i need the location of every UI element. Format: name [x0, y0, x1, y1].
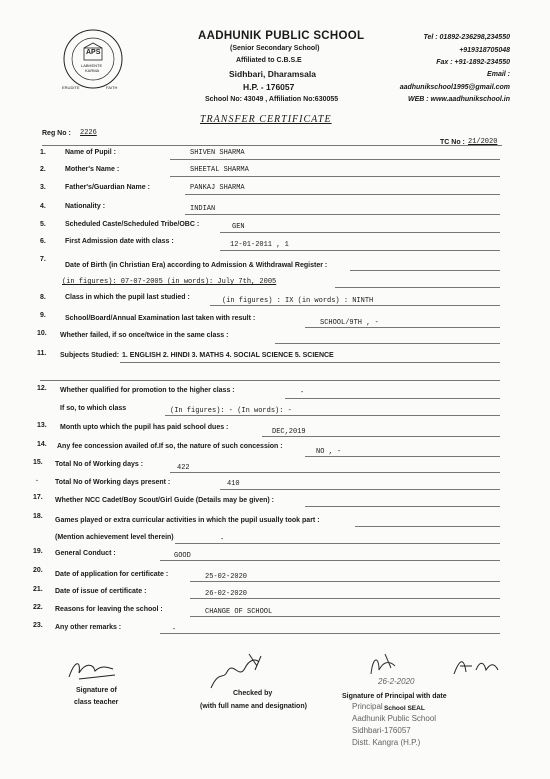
field-label: First Admission date with class : [65, 238, 174, 245]
field-number: 7. [40, 256, 46, 263]
field-number: 18. [33, 513, 43, 520]
field-label: Date of Birth (in Christian Era) according to Admission & Withdrawal Register : [65, 262, 328, 269]
field-number: 13. [37, 422, 47, 429]
field-number: 1. [40, 149, 46, 156]
contact-fax: Fax : +91-1892-234550 [436, 59, 510, 66]
school-state: H.P. - 176057 [243, 82, 295, 92]
field-label: Month upto which the pupil has paid school dues : [60, 424, 229, 431]
stamp-line: Principal [352, 702, 383, 711]
stamp-line: Distt. Kangra (H.P.) [352, 738, 421, 747]
field-label: Any fee concession availed of.If so, the nature of such concession : [57, 443, 283, 450]
logo-word: LABHENTE [81, 63, 103, 68]
tc-number: 21/2020 [468, 138, 498, 146]
seal-label: School SEAL [384, 705, 425, 712]
nationality: INDIAN [190, 205, 216, 213]
contact-email-label: Email : [487, 71, 510, 78]
field-label: Mother's Name : [65, 166, 120, 173]
school-number: School No: 43049 , Affiliation No:630055 [205, 96, 339, 103]
field-label: Scheduled Caste/Scheduled Tribe/OBC : [65, 221, 200, 228]
logo-text: APS [86, 49, 101, 56]
issue-date: 26-02-2020 [205, 590, 248, 598]
field-number: 2. [40, 166, 46, 173]
sign-date: 26-2-2020 [378, 677, 415, 686]
fee-concession: NO , - [316, 448, 342, 456]
field-number: 15. [33, 459, 43, 466]
contact-tel: Tel : 01892-236298,234550 [423, 34, 510, 41]
field-number: 9. [40, 312, 46, 319]
contact-mobile: +919318705048 [459, 47, 510, 54]
principal-initial-signature [450, 650, 510, 685]
field-label: Total No of Working days present : [55, 479, 171, 486]
field-label: Whether qualified for promotion to the higher class : [60, 387, 235, 394]
mention-label: (Mention achievement level therein) [55, 534, 174, 541]
last-exam: SCHOOL/9TH , - [320, 319, 379, 327]
checked-by-note: (with full name and designation) [200, 703, 307, 710]
logo-word: KARMA [85, 68, 100, 73]
field-label: Whether failed, if so once/twice in the same class : [60, 332, 229, 339]
contact-web: WEB : www.aadhunikschool.in [407, 96, 510, 103]
subjects: 1. ENGLISH 2. HINDI 3. MATHS 4. SOCIAL SCIENCE 5. SCIENCE [122, 352, 334, 359]
field-number: 19. [33, 548, 43, 555]
document-title: TRANSFER CERTIFICATE [200, 114, 332, 125]
days-present: 410 [227, 480, 240, 488]
field-number: 14. [37, 441, 47, 448]
field-number: 22. [33, 604, 43, 611]
reg-number: 2226 [80, 129, 97, 137]
checked-by-label: Checked by [233, 690, 273, 697]
field-number: 17. [33, 494, 43, 501]
field-label: Class in which the pupil last studied : [65, 294, 190, 301]
field-label: Date of issue of certificate : [55, 588, 147, 595]
dues-month: DEC,2019 [272, 428, 306, 436]
field-label: Name of Pupil : [65, 149, 116, 156]
field-label: School/Board/Annual Examination last taken with result : [65, 315, 256, 322]
pupil-name: SHIVEN SHARMA [190, 149, 245, 157]
stamp-line: Sidhbari-176057 [352, 726, 411, 735]
field-label: Total No of Working days : [55, 461, 144, 468]
last-class: (in figures) : IX (in words) : NINTH [222, 297, 374, 305]
school-place: Sidhbari, Dharamsala [229, 69, 316, 79]
category: GEN [232, 223, 245, 231]
field-number: 10. [37, 330, 47, 337]
dob-line: (in figures): 07-07-2005 (in words): July 7th, 2005 [62, 278, 277, 286]
field-number: 4. [40, 203, 46, 210]
field-label: Father's/Guardian Name : [65, 184, 150, 191]
to-which-class-label: If so, to which class [60, 405, 127, 412]
field-label: General Conduct : [55, 550, 116, 557]
field-number: 5. [40, 221, 46, 228]
field-label: Any other remarks : [55, 624, 122, 631]
promotion: - [300, 389, 305, 397]
field-number: 23. [33, 622, 43, 629]
teacher-signature [65, 655, 125, 690]
logo-word: ERUDITE [62, 85, 80, 90]
field-number: 20. [33, 567, 43, 574]
field-number: . [36, 476, 38, 483]
application-date: 25-02-2020 [205, 573, 248, 581]
field-number: 3. [40, 184, 46, 191]
conduct: GOOD [174, 552, 191, 560]
father-name: PANKAJ SHARMA [190, 184, 245, 192]
field-label: Whether NCC Cadet/Boy Scout/Girl Guide (Details may be given) : [55, 497, 274, 504]
teacher-sign-label: class teacher [74, 699, 119, 706]
mother-name: SHEETAL SHARMA [190, 166, 249, 174]
principal-sign-label: Signature of Principal with date [342, 693, 447, 700]
stamp-line: Aadhunik Public School [352, 714, 437, 723]
school-logo [62, 28, 124, 90]
teacher-sign-label: Signature of [76, 687, 117, 694]
school-level: (Senior Secondary School) [230, 45, 320, 52]
first-admission: 12-01-2011 , 1 [230, 241, 289, 249]
to-which-class: (In figures): - (In words): - [170, 407, 292, 415]
field-number: 8. [40, 294, 46, 301]
field-number: 11. [37, 350, 47, 357]
field-label: Nationality : [65, 203, 106, 210]
remarks: - [172, 626, 177, 634]
school-name: AADHUNIK PUBLIC SCHOOL [198, 30, 365, 42]
field-label: Subjects Studied: [60, 352, 120, 359]
field-label: Reasons for leaving the school : [55, 606, 163, 613]
tc-label: TC No : [440, 139, 465, 146]
working-days: 422 [177, 464, 190, 472]
school-affiliation: Affiliated to C.B.S.E [236, 57, 302, 64]
reg-label: Reg No : [42, 130, 71, 137]
field-number: 6. [40, 238, 46, 245]
logo-word: FAITH [106, 85, 118, 90]
field-label: Date of application for certificate : [55, 571, 169, 578]
leaving-reason: CHANGE OF SCHOOL [205, 608, 273, 616]
field-number: 21. [33, 586, 43, 593]
field-label: Games played or extra curricular activities in which the pupil usually took part : [55, 517, 320, 524]
field-number: 12. [37, 385, 47, 392]
mention-value: - [220, 536, 225, 544]
contact-email: aadhunikschool1995@gmail.com [399, 84, 510, 91]
